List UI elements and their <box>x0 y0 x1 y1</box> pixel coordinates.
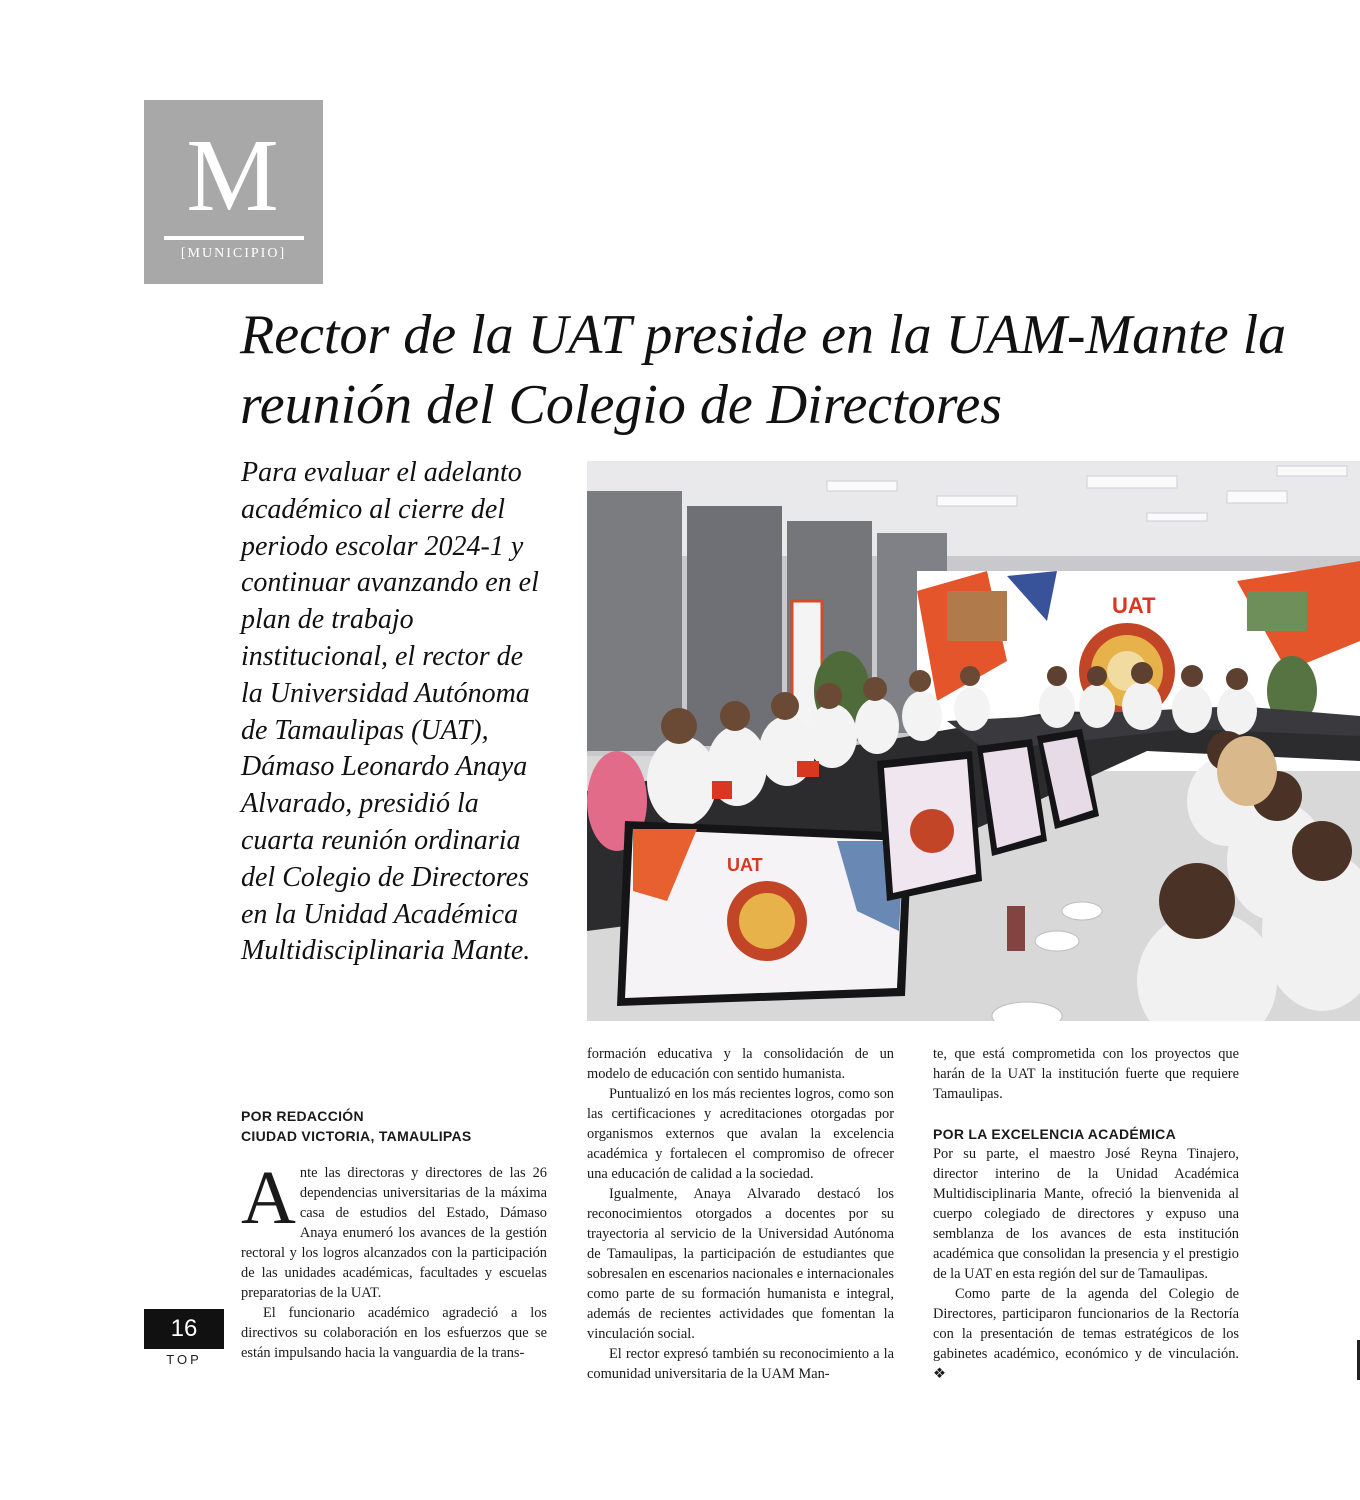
body-paragraph: te, que está comprometida con los proyectos que harán de la UAT la institución fuerte que requiere Tamaulipas. <box>933 1046 1239 1102</box>
body-paragraph: Igualmente, Anaya Alvarado destacó los reconocimientos otorgados a docentes por su trayectoria al servicio de la Universidad Autónoma de Tamaulipas, la participación de estudiantes que sobresalen en escenarios nacionales e internacionales como parte de su formación humanista e integral, además de recientes actividades que fomentan la vinculación social. <box>587 1186 894 1342</box>
byline <box>241 1106 561 1146</box>
body-paragraph: El funcionario académico agradeció a los directivos su colaboración en los esfuerzos que se están impulsando hacia la vanguardia de la trans- <box>241 1305 547 1361</box>
body-column-3 <box>933 1044 1239 1384</box>
subheading: POR LA EXCELENCIA ACADÉMICA <box>933 1126 1176 1142</box>
meeting-photo <box>587 461 1360 1021</box>
body-paragraph: formación educativa y la consolidación de un modelo de educación con sentido humanista. <box>587 1046 894 1082</box>
section-letter: M <box>186 118 281 233</box>
backdrop-logo-text: UAT <box>1112 593 1156 618</box>
byline-location: CIUDAD VICTORIA, TAMAULIPAS <box>241 1128 472 1144</box>
drop-cap: A <box>241 1156 296 1240</box>
section-badge <box>144 100 323 284</box>
screen-logo-text: UAT <box>727 855 763 875</box>
section-label: [MUNICIPIO] <box>180 246 287 261</box>
section-rule <box>164 236 304 240</box>
page-number: 16 <box>144 1309 224 1349</box>
body-paragraph: Ante las directoras y directores de las 26 dependencias universitarias de la máxima casa de estudios del Estado, Dámaso Anaya enumeró los avances de la gestión rectoral y los logros alcanzados con la participación de las unidades académicas, facultades y escuelas preparatorias de la UAT. <box>241 1156 547 1301</box>
headline: Rector de la UAT preside en la UAM-Mante la reunión del Colegio de Directores <box>240 304 1287 436</box>
body-paragraph: Puntualizó en los más recientes logros, como son las certificaciones y acreditaciones otorgadas por organismos externos que avalan la excelencia académica y fortalecen el compromiso de ofrecer una educación de calidad a la sociedad. <box>587 1086 894 1182</box>
publication-label: TOP <box>166 1352 202 1367</box>
lead-paragraph: Para evaluar el adelanto académico al cierre del periodo escolar 2024-1 y continuar avanzando en el plan de trabajo institucional, el rector de la Universidad Autónoma de Tamaulipas (UAT), Dámaso Leonardo Anaya Alvarado, presidió la cuarta reunión ordinaria del Colegio de Directores en la Unidad Académica Multidisciplinaria Mante. <box>241 457 539 967</box>
body-paragraph: El rector expresó también su reconocimiento a la comunidad universitaria de la UAM Man- <box>587 1346 894 1382</box>
body-column-2 <box>587 1044 894 1384</box>
body-paragraph: Como parte de la agenda del Colegio de Directores, participaron funcionarios de la Rectoría con la presentación de temas estratégicos de los gabinetes académico, económico y de vinculación. ❖ <box>933 1286 1239 1382</box>
body-paragraph: Por su parte, el maestro José Reyna Tinajero, director interino de la Unidad Académica Multidisciplinaria Mante, ofreció la bienvenida al cuerpo colegiado de directores y expuso una semblanza de los avances de esta institución académica que consolidan la presencia y el prestigio de la UAT en esta región del sur de Tamaulipas. <box>933 1146 1239 1282</box>
body-column-1 <box>241 1156 547 1363</box>
byline-author: POR REDACCIÓN <box>241 1108 364 1124</box>
